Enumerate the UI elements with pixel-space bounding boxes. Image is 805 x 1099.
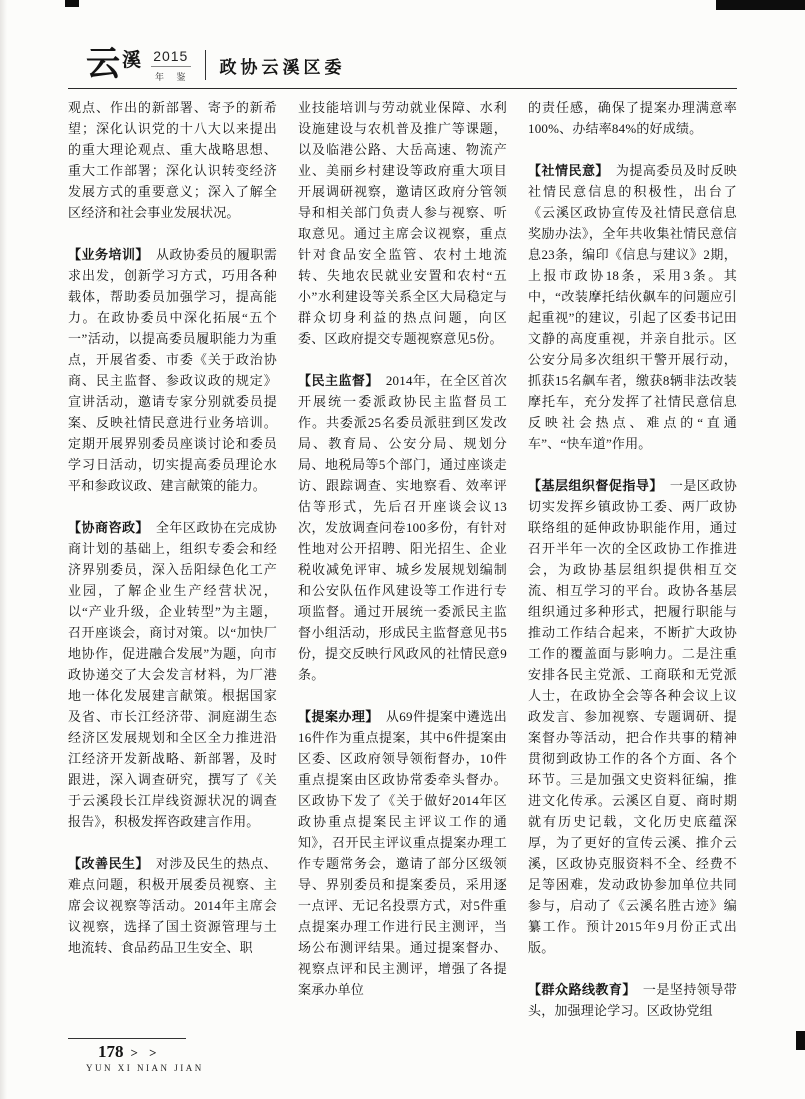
entry-heading: 【基层组织督促指导】 [528, 478, 663, 493]
paragraph-text: 为提高委员及时反映社情民意信息的积极性，出台了《云溪区政协宣传及社情民意信息奖励办法》，全年共收集社情民意信息23条，编印《信息与建议》2期，上报市政协18条，采用3条。其中，“改装摩托结伙飙车的问题应引起重视”的建议，引起了区委书记田文静的高度重视，并亲自批示。区公安分局多次组织干警开展行动，抓获15名飙车者，缴获8辆非法改装摩托车，充分发挥了社情民意信息反映社会热点、难点的“直通车”、“快车道”作用。 [528, 163, 737, 451]
text-column-3 [528, 97, 737, 1042]
text-column-2 [298, 97, 507, 1042]
paragraph [528, 160, 737, 454]
entry-heading: 【业务培训】 [68, 247, 149, 262]
paragraph-text: 一是区政协切实发挥乡镇政协工委、两厂政协联络组的延伸政协职能作用，通过召开半年一次的全区政协工作推进会，为政协基层组织提供相互交流、相互学习的平台。政协各基层组织通过多种形式，把履行职能与推动工作结合起来，不断扩大政协工作的覆盖面与影响力。二是注重安排各民主党派、工商联和无党派人士，在政协全会等各种会议上议政发言、参加视察、专题调研、提案督办等活动，把合作共事的精神贯彻到政协工作的各个方面、各个环节。三是加强文史资料征编，推进文化传承。云溪区自夏、商时期就有历史记载，文化历史底蕴深厚，为了更好的宣传云溪、推介云溪，区政协克服资料不全、经费不足等困难，发动政协参加单位共同参与，启动了《云溪名胜古迹》编纂工作。预计2015年9月份正式出版。 [528, 478, 737, 955]
scan-edge-shadow [0, 0, 7, 1099]
paragraph [298, 97, 507, 349]
entry-heading: 【改善民生】 [68, 856, 149, 871]
paragraph-text: 2014年，在全区首次开展统一委派政协民主监督员工作。共委派25名委员派驻到区发改局、教育局、公安分局、规划分局、地税局等5个部门，通过座谈走访、跟踪调查、实地察看、效率评估等形式，先后召开座谈会议13次，发放调查问卷100多份，有针对性地对公开招聘、阳光招生、企业税收减免评审、城乡发展规划编制和公安队伍作风建设等工作进行专项监督。通过开展统一委派民主监督小组活动，形成民主监督意见书5份，提交反映行风政风的社情民意9条。 [298, 373, 507, 682]
page-number: 178 [98, 1042, 124, 1061]
text-column-1 [68, 97, 277, 1042]
paragraph [528, 979, 737, 1021]
paragraph-text: 从政协委员的履职需求出发，创新学习方式，巧用各种载体，帮助委员加强学习，提高能力。在政协委员中深化拓展“五个一”活动，以提高委员履职能力为重点，开展省委、市委《关于政治协商、民主监督、参政议政的规定》宣讲活动，邀请专家分别就委员提案、反映社情民意进行业务培训。定期开展界别委员座谈讨论和委员学习日活动，切实提高委员理论水平和参政议政、建言献策的能力。 [68, 247, 277, 493]
logo-yun-character: 云 [86, 46, 120, 83]
paragraph [298, 706, 507, 1000]
entry-heading: 【民主监督】 [298, 373, 379, 388]
page-number-arrows: > > [130, 1045, 161, 1060]
yearbook-logo [86, 48, 141, 82]
paragraph-text: 业技能培训与劳动就业保障、水利设施建设与农机普及推广等课题，以及临港公路、大岳高速、物流产业、美丽乡村建设等政府重大项目开展调研视察，邀请区政府分管领导和相关部门负责人参与视察、听取意见。通过主席会议视察，重点针对食品安全监管、农村土地流转、失地农民就业安置和农村“五小”水利建设等关系全区大局稳定与群众切身利益的热点问题，向区委、区政府提交专题视察意见5份。 [298, 100, 507, 346]
paragraph-text: 一是坚持领导带头，加强理论学习。区政协党组 [528, 982, 737, 1018]
entry-heading: 【群众路线教育】 [528, 982, 636, 997]
header-rule [68, 88, 737, 89]
print-mark-top-left [65, 0, 79, 7]
article-body [68, 97, 737, 1042]
paragraph [68, 853, 277, 958]
paragraph [68, 244, 277, 496]
paragraph [68, 517, 277, 832]
paragraph-text: 的责任感，确保了提案办理满意率100%、办结率84%的好成绩。 [528, 100, 737, 136]
footer-rule [68, 1038, 186, 1039]
logo-xi-wrap [122, 51, 141, 70]
paragraph [68, 97, 277, 223]
paragraph-text: 全年区政协在完成协商计划的基础上，组织专委会和经济界别委员，深入岳阳绿色化工产业园，了解企业生产经营状况，以“产业升级，企业转型”为主题，召开座谈会，商讨对策。以“加快厂地协作，促进融合发展”为题，向市政协递交了大会发言材料，为厂港地一体化发展建言献策。根据国家及省、市长江经济带、洞庭湖生态经济区发展规划和全区全力推进沿江经济开发新战略、新部署，及时跟进，深入调查研究，撰写了《关于云溪段长江岸线资源状况的调查报告》，积极发挥咨政建言作用。 [68, 520, 277, 829]
yearbook-label: 年 鉴 [155, 71, 191, 82]
paragraph-text: 对涉及民生的热点、难点问题，积极开展委员视察、主席会议视察等活动。2014年主席会议视察，选择了国土资源管理与土地流转、食品药品卫生安全、职 [68, 856, 277, 955]
year-block [151, 48, 191, 83]
paragraph-text: 从69件提案中遴选出16件作为重点提案，其中6件提案由区委、区政府领导领衔督办，10件重点提案由区政协常委牵头督办。区政协下发了《关于做好2014年区政协重点提案民主评议工作的通知》，召开民主评议重点提案办理工作专题常务会，邀请了部分区级领导、界别委员和提案委员，采用逐一点评、无记名投票方式，对5件重点提案办理工作进行民主测评，当场公布测评结果。通过提案督办、视察点评和民主测评，增强了各提案承办单位 [298, 709, 507, 997]
entry-heading: 【社情民意】 [528, 163, 609, 178]
paragraph [298, 370, 507, 685]
page-header [86, 44, 346, 86]
paragraph [528, 97, 737, 139]
logo-xi-character: 溪 [122, 50, 142, 71]
print-mark-top-right [716, 0, 805, 10]
print-mark-bottom-right [796, 1031, 805, 1050]
page-number-row [68, 1042, 288, 1062]
section-title: 政协云溪区委 [219, 57, 346, 77]
entry-heading: 【提案办理】 [298, 709, 379, 724]
header-divider [205, 50, 206, 80]
yearbook-romanized-title: YUN XI NIAN JIAN [86, 1063, 204, 1073]
paragraph [528, 475, 737, 958]
page-footer [68, 1038, 288, 1073]
paragraph-text: 观点、作出的新部署、寄予的新希望；深化认识党的十八大以来提出的重大理论观点、重大战略思想、重大工作部署；深化认识转变经济发展方式的重要意义；深入了解全区经济和社会事业发展状况。 [68, 100, 277, 220]
entry-heading: 【协商咨政】 [68, 520, 149, 535]
year-label: 2015 [151, 48, 191, 67]
